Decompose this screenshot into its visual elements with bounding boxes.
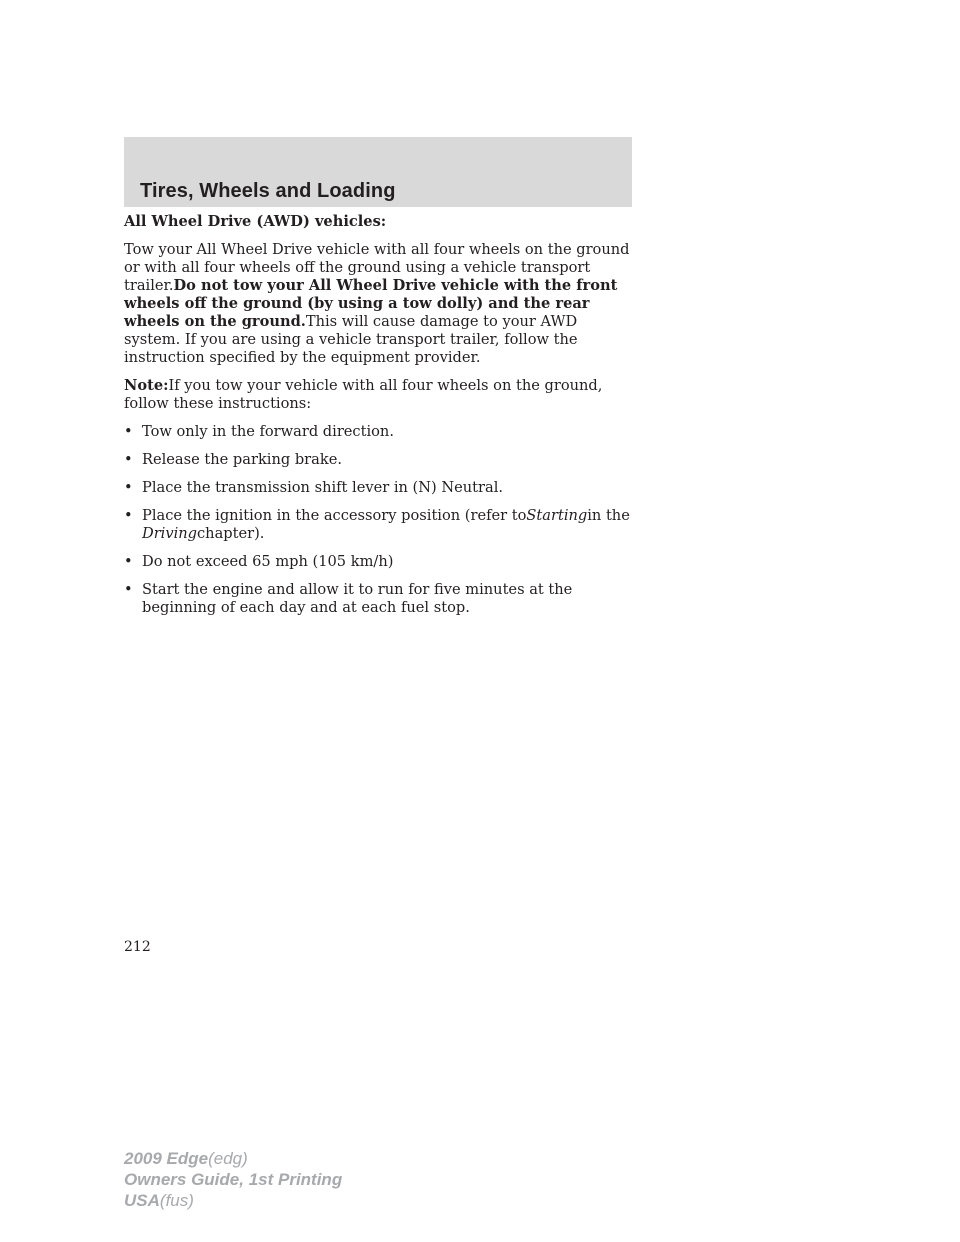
footer-line-model xyxy=(124,1148,342,1169)
list-item xyxy=(124,423,632,441)
bullet-icon: • xyxy=(124,479,133,496)
driving-reference: Driving xyxy=(142,525,197,542)
document-footer xyxy=(124,1148,342,1211)
list-item-text: Start the engine and allow it to run for five minutes at the beginning of each day and at each fuel stop. xyxy=(142,581,573,616)
footer-model: 2009 Edge xyxy=(124,1149,209,1168)
awd-paragraph-text-a: Tow your All Wheel Drive vehicle with all four wheels on the ground or with all four wheels off the ground using a vehicle transport trailer. xyxy=(124,241,630,294)
list-item-text: chapter). xyxy=(197,525,265,542)
list-item xyxy=(124,553,632,571)
awd-paragraph-text-b: This will cause damage to your AWD system. If you are using a vehicle transport trailer, follow the instruction specified by the equipment provider. xyxy=(124,313,578,366)
list-item xyxy=(124,581,632,617)
awd-paragraph xyxy=(124,241,632,367)
bullet-icon: • xyxy=(124,507,133,524)
awd-heading xyxy=(124,213,632,231)
list-item-text: Release the parking brake. xyxy=(142,451,342,468)
list-item xyxy=(124,479,632,497)
list-item xyxy=(124,451,632,469)
footer-region: USA xyxy=(124,1191,160,1210)
list-item-text: Tow only in the forward direction. xyxy=(142,423,394,440)
bullet-icon: • xyxy=(124,553,133,570)
bullet-icon: • xyxy=(124,451,133,468)
note-paragraph xyxy=(124,377,632,413)
list-item-text: Do not exceed 65 mph (105 km/h) xyxy=(142,553,394,570)
list-item xyxy=(124,507,632,543)
note-text: If you tow your vehicle with all four wheels on the ground, follow these instructions: xyxy=(124,377,603,412)
footer-region-code: (fus) xyxy=(159,1191,194,1210)
towing-instructions-list xyxy=(124,423,632,617)
page-number: 212 xyxy=(124,939,151,955)
list-item-text: Place the ignition in the accessory position (refer to xyxy=(142,507,527,524)
section-header xyxy=(124,137,632,207)
awd-warning-text: Do not tow your All Wheel Drive vehicle with the front wheels off the ground (by using a tow dolly) and the rear wheels on the ground. xyxy=(124,277,618,330)
page-content xyxy=(124,213,632,627)
section-title: Tires, Wheels and Loading xyxy=(140,180,396,202)
note-label: Note: xyxy=(124,377,169,394)
footer-line-region xyxy=(124,1190,342,1211)
footer-model-code: (edg) xyxy=(208,1149,248,1168)
list-item-text: Place the transmission shift lever in (N) Neutral. xyxy=(142,479,503,496)
footer-printing: Owners Guide, 1st Printing xyxy=(124,1170,343,1189)
bullet-icon: • xyxy=(124,581,133,598)
awd-heading-text: All Wheel Drive (AWD) vehicles: xyxy=(124,213,387,230)
bullet-icon: • xyxy=(124,423,133,440)
starting-reference: Starting xyxy=(526,507,588,524)
list-item-text: in the xyxy=(587,507,630,524)
